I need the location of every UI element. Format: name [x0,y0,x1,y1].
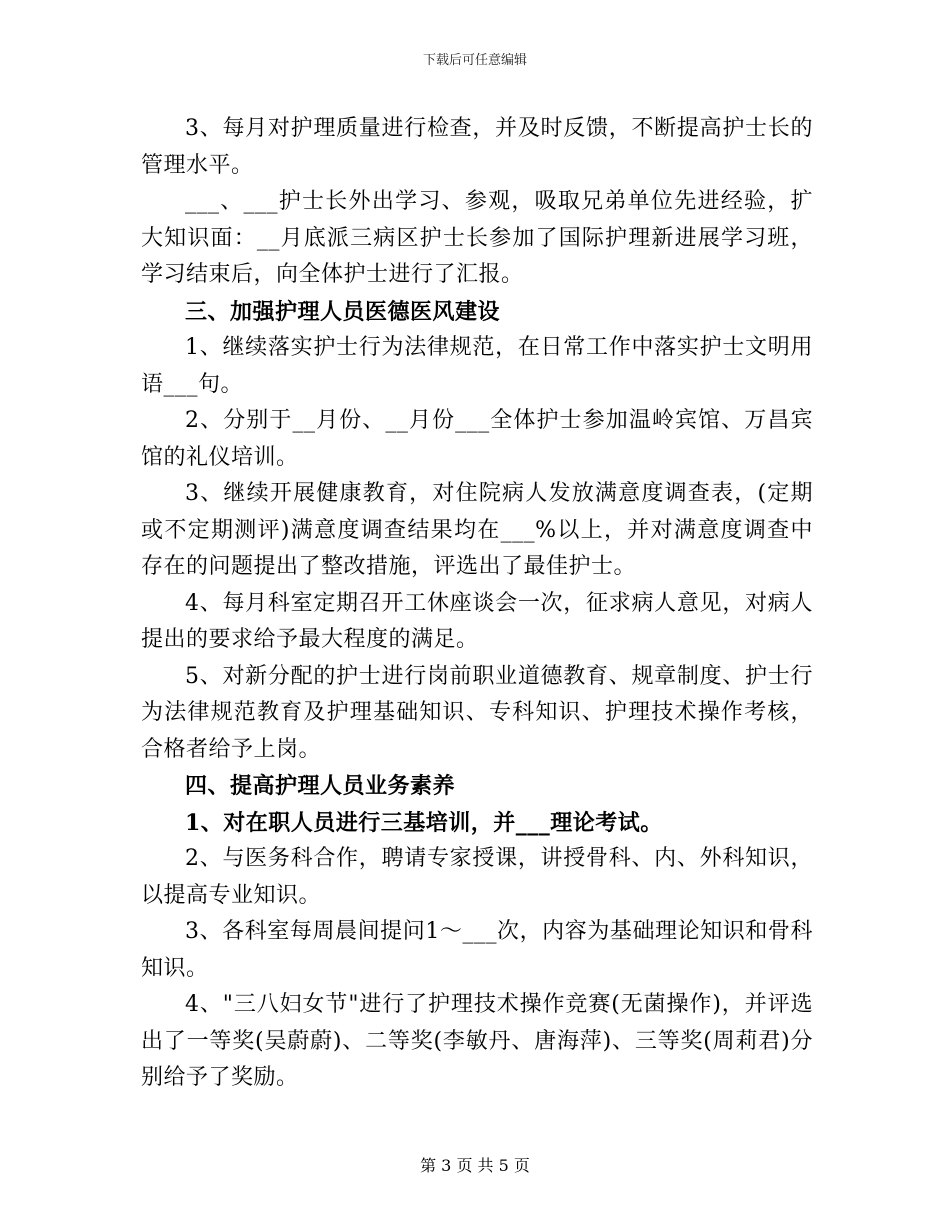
paragraph-8: 5、对新分配的护士进行岗前职业道德教育、规章制度、护士行为法律规范教育及护理基础知识、专科知识、护理技术操作考核，合格者给予上岗。 [141,663,813,762]
paragraph-12: 3、各科室每周晨间提问1～___次，内容为基础理论知识和骨科知识。 [141,919,813,981]
paragraph-1: 3、每月对护理质量进行检查，并及时反馈，不断提高护士长的管理水平。 [141,116,813,178]
paragraph-13: 4、"三八妇女节"进行了护理技术操作竞赛(无菌操作)，并评选出了一等奖(吴蔚蔚)、二等奖(李敏丹、唐海萍)、三等奖(周莉君)分别给予了奖励。 [141,992,813,1090]
paragraph-2: ___、___护士长外出学习、参观，吸取兄弟单位先进经验，扩大知识面：__月底派三病区护士长参加了国际护理新进展学习班，学习结束后，向全体护士进行了汇报。 [141,189,813,287]
section-heading-3: 三、加强护理人员医德医风建设 [185,298,501,325]
paragraph-5: 2、分别于__月份、__月份___全体护士参加温岭宾馆、万昌宾馆的礼仪培训。 [141,408,813,470]
section-heading-4: 四、提高护理人员业务素养 [185,773,456,799]
page-number: 第 3 页 共 5 页 [420,1156,530,1175]
paragraph-4: 1、继续落实护士行为法律规范，在日常工作中落实护士文明用语___句。 [141,335,813,397]
paragraph-10: 1、对在职人员进行三基培训，并___理论考试。 [185,809,663,836]
paragraph-11: 2、与医务科合作，聘请专家授课，讲授骨科、内、外科知识，以提高专业知识。 [141,846,813,908]
paragraph-6: 3、继续开展健康教育，对住院病人发放满意度调查表，(定期或不定期测评)满意度调查结果均在___%以上，并对满意度调查中存在的问题提出了整改措施，评选出了最佳护士。 [141,481,813,579]
document-body [141,111,813,1097]
page-header-note: 下载后可任意编辑 [422,53,527,68]
paragraph-7: 4、每月科室定期召开工休座谈会一次，征求病人意见，对病人提出的要求给予最大程度的满足。 [141,590,813,652]
